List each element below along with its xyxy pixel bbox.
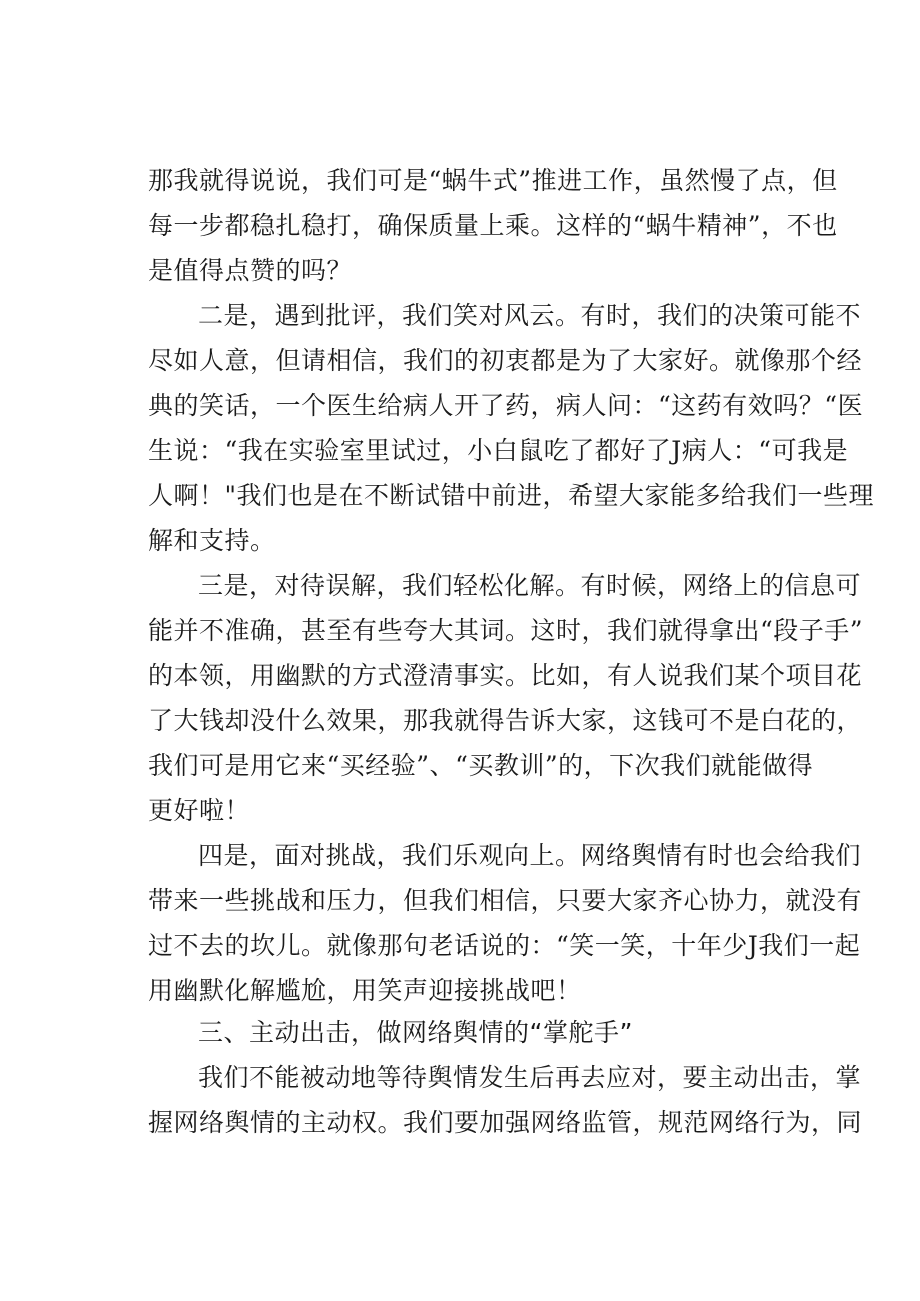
paragraph-3-line-4: 了大钱却没什么效果，那我就得告诉大家，这钱可不是白花的，	[148, 706, 863, 735]
paragraph-2-line-6: 解和支持。	[148, 526, 276, 555]
paragraph-3-line-5: 我们可是用它来“买经验”、“买教训”的，下次我们就能做得	[148, 751, 814, 780]
section-heading: 三、主动出击，做网络舆情的“掌舵手”	[198, 1018, 633, 1047]
paragraph-1-line-3: 是值得点赞的吗？	[148, 256, 353, 285]
paragraph-1-line-1: 那我就得说说，我们可是“蜗牛式”推进工作，虽然慢了点，但	[148, 166, 838, 195]
paragraph-2-line-2: 尽如人意，但请相信，我们的初衷都是为了大家好。就像那个经	[148, 346, 863, 375]
paragraph-3-line-1: 三是，对待误解，我们轻松化解。有时候，网络上的信息可	[198, 571, 862, 600]
paragraph-2-line-3: 典的笑话，一个医生给病人开了药，病人问：“这药有效吗？“医	[148, 391, 864, 420]
paragraph-3-line-2: 能并不准确，甚至有些夸大其词。这时，我们就得拿出“段子手”	[148, 616, 864, 645]
paragraph-4-line-3: 过不去的坎儿。就像那句老话说的：“笑一笑，十年少J我们一起	[148, 931, 861, 960]
paragraph-3-line-6: 更好啦！	[148, 796, 251, 825]
paragraph-4-line-1: 四是，面对挑战，我们乐观向上。网络舆情有时也会给我们	[198, 841, 862, 870]
paragraph-1-line-2: 每一步都稳扎稳打，确保质量上乘。这样的“蜗牛精神”，不也	[148, 211, 838, 240]
paragraph-2-line-5: 人啊！"我们也是在不断试错中前进，希望大家能多给我们一些理	[148, 481, 875, 510]
paragraph-5-line-1: 我们不能被动地等待舆情发生后再去应对，要主动出击，掌	[198, 1063, 862, 1092]
paragraph-4-line-2: 带来一些挑战和压力，但我们相信，只要大家齐心协力，就没有	[148, 886, 863, 915]
paragraph-3-line-3: 的本领，用幽默的方式澄清事实。比如，有人说我们某个项目花	[148, 661, 863, 690]
paragraph-2-line-1: 二是，遇到批评，我们笑对风云。有时，我们的决策可能不	[198, 301, 862, 330]
paragraph-4-line-4: 用幽默化解尴尬，用笑声迎接挑战吧！	[148, 976, 582, 1005]
paragraph-2-line-4: 生说：“我在实验室里试过，小白鼠吃了都好了J病人：“可我是	[148, 436, 849, 465]
paragraph-5-line-2: 握网络舆情的主动权。我们要加强网络监管，规范网络行为，同	[148, 1108, 863, 1137]
